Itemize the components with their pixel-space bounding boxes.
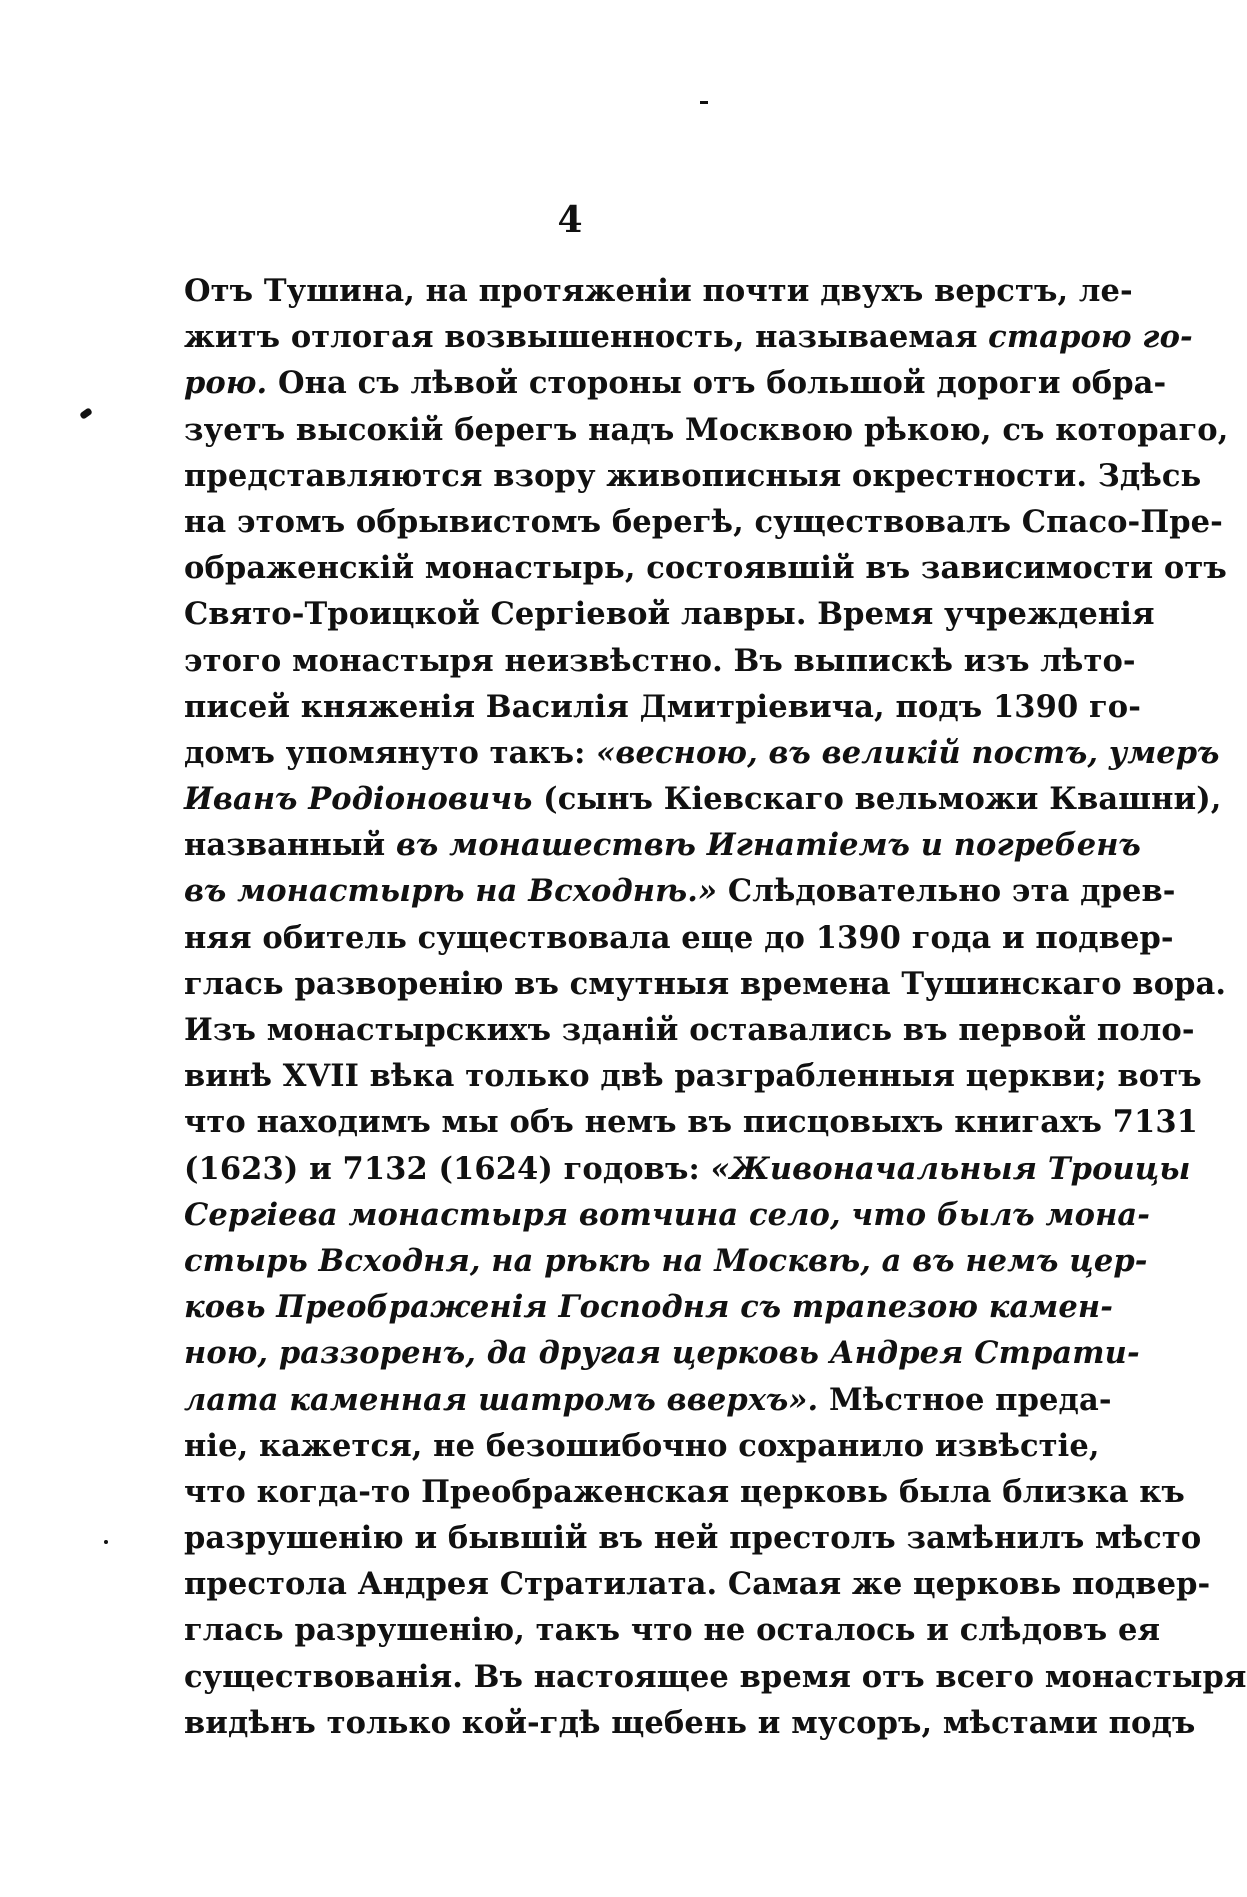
body-text: [184, 268, 1247, 1746]
text-line: [184, 1284, 1114, 1330]
text-line: [184, 1515, 1202, 1561]
text-segment: няя обитель существовала еще до 1390 года и подвер-: [184, 919, 1174, 956]
text-line: [184, 1469, 1185, 1515]
text-line: [184, 591, 1155, 637]
text-line: [184, 1330, 1140, 1376]
italic-segment: «Живоначальныя Троицы: [710, 1150, 1191, 1187]
text-segment: ніе, кажется, не безошибочно сохранило извѣстіе,: [184, 1427, 1100, 1464]
text-line: [184, 268, 1133, 314]
page-number: 4: [557, 199, 583, 241]
text-line: [184, 360, 1167, 406]
text-line: [184, 822, 1141, 868]
text-segment: ображенскій монастырь, состоявшій въ зависимости отъ: [184, 550, 1227, 587]
text-segment: глась разворенію въ смутныя времена Тушинскаго вора.: [184, 965, 1227, 1002]
text-line: [184, 1377, 1112, 1423]
text-segment: винѣ XVII вѣка только двѣ разграбленныя церкви; вотъ: [184, 1058, 1202, 1095]
text-segment: Изъ монастырскихъ зданій оставались въ первой поло-: [184, 1012, 1195, 1048]
italic-segment: рою.: [184, 365, 268, 402]
text-line: [184, 1007, 1195, 1053]
margin-ink-mark: [79, 407, 93, 420]
text-segment: видѣнъ только кой-гдѣ щебень и мусоръ, мѣстами подъ: [184, 1704, 1196, 1741]
text-line: [184, 407, 1229, 453]
text-line: [184, 915, 1174, 961]
text-line: [184, 1607, 1161, 1653]
text-line: [184, 1423, 1100, 1469]
text-segment: на этомъ обрывистомъ берегѣ, существовалъ Спасо-Пре-: [184, 503, 1223, 540]
text-line: [184, 868, 1176, 914]
italic-segment: лата каменная шатромъ вверхъ».: [184, 1381, 819, 1418]
text-line: [184, 1099, 1198, 1145]
text-line: [184, 776, 1222, 822]
text-line: [184, 961, 1227, 1007]
text-line: [184, 1561, 1211, 1607]
text-segment: этого монастыря неизвѣстно. Въ выпискѣ изъ лѣто-: [184, 642, 1136, 679]
print-speck: [700, 101, 708, 104]
text-line: [184, 1700, 1196, 1746]
text-segment: житъ отлогая возвышенность, называемая: [184, 319, 989, 356]
text-segment: названный: [184, 827, 396, 864]
italic-segment: стырь Всходня, на рѣкѣ на Москвѣ, а въ немъ цер-: [184, 1242, 1148, 1279]
text-line: [184, 1238, 1148, 1284]
text-line: [184, 1192, 1151, 1238]
text-segment: Свято-Троицкой Сергіевой лавры. Время учрежденія: [184, 596, 1155, 633]
text-segment: разрушенію и бывшій въ ней престолъ замѣнилъ мѣсто: [184, 1520, 1202, 1557]
italic-segment: Иванъ Родіоновичь: [184, 781, 533, 818]
italic-segment: ковь Преображенія Господня съ трапезою камен-: [184, 1289, 1114, 1326]
italic-segment: старою го-: [988, 319, 1193, 356]
text-segment: престола Андрея Стратилата. Самая же церковь подвер-: [184, 1566, 1211, 1603]
text-segment: существованія. Въ настоящее время отъ всего монастыря: [184, 1658, 1247, 1695]
text-segment: домъ упомянуто такъ:: [184, 734, 597, 771]
italic-segment: въ монашествѣ Игнатіемъ и погребенъ: [395, 827, 1141, 864]
italic-segment: въ монастырѣ на Всходнѣ.»: [184, 873, 718, 910]
text-segment: Слѣдовательно эта древ-: [717, 873, 1176, 910]
text-segment: глась разрушенію, такъ что не осталось и слѣдовъ ея: [184, 1612, 1161, 1649]
text-line: [184, 684, 1141, 730]
text-segment: Отъ Тушина, на протяженіи почти двухъ верстъ, ле-: [184, 273, 1133, 309]
text-line: [184, 1053, 1202, 1099]
margin-ink-dot: [104, 1540, 108, 1544]
text-line: [184, 1146, 1191, 1192]
text-line: [184, 1654, 1247, 1700]
text-line: [184, 730, 1220, 776]
text-segment: зуетъ высокій берегъ надъ Москвою рѣкою, съ котораго,: [184, 411, 1229, 448]
text-segment: что находимъ мы объ немъ въ писцовыхъ книгахъ 7131: [184, 1104, 1198, 1141]
text-line: [184, 638, 1136, 684]
text-segment: представляются взору живописныя окрестности. Здѣсь: [184, 457, 1202, 494]
text-line: [184, 453, 1202, 499]
text-segment: Она съ лѣвой стороны отъ большой дороги обра-: [267, 365, 1167, 402]
text-segment: что когда-то Преображенская церковь была близка къ: [184, 1473, 1185, 1510]
italic-segment: Сергіева монастыря вотчина село, что былъ мона-: [184, 1196, 1151, 1233]
text-segment: Мѣстное преда-: [818, 1381, 1112, 1418]
text-line: [184, 314, 1193, 360]
italic-segment: «весною, въ великій постъ, умеръ: [596, 734, 1220, 771]
text-segment: (1623) и 7132 (1624) годовъ:: [184, 1150, 711, 1187]
text-segment: (сынъ Кіевскаго вельможи Квашни),: [532, 781, 1222, 818]
text-line: [184, 545, 1227, 591]
italic-segment: ною, раззоренъ, да другая церковь Андрея Страти-: [184, 1335, 1140, 1372]
text-line: [184, 499, 1223, 545]
text-segment: писей княженія Василія Дмитріевича, подъ 1390 го-: [184, 688, 1141, 725]
